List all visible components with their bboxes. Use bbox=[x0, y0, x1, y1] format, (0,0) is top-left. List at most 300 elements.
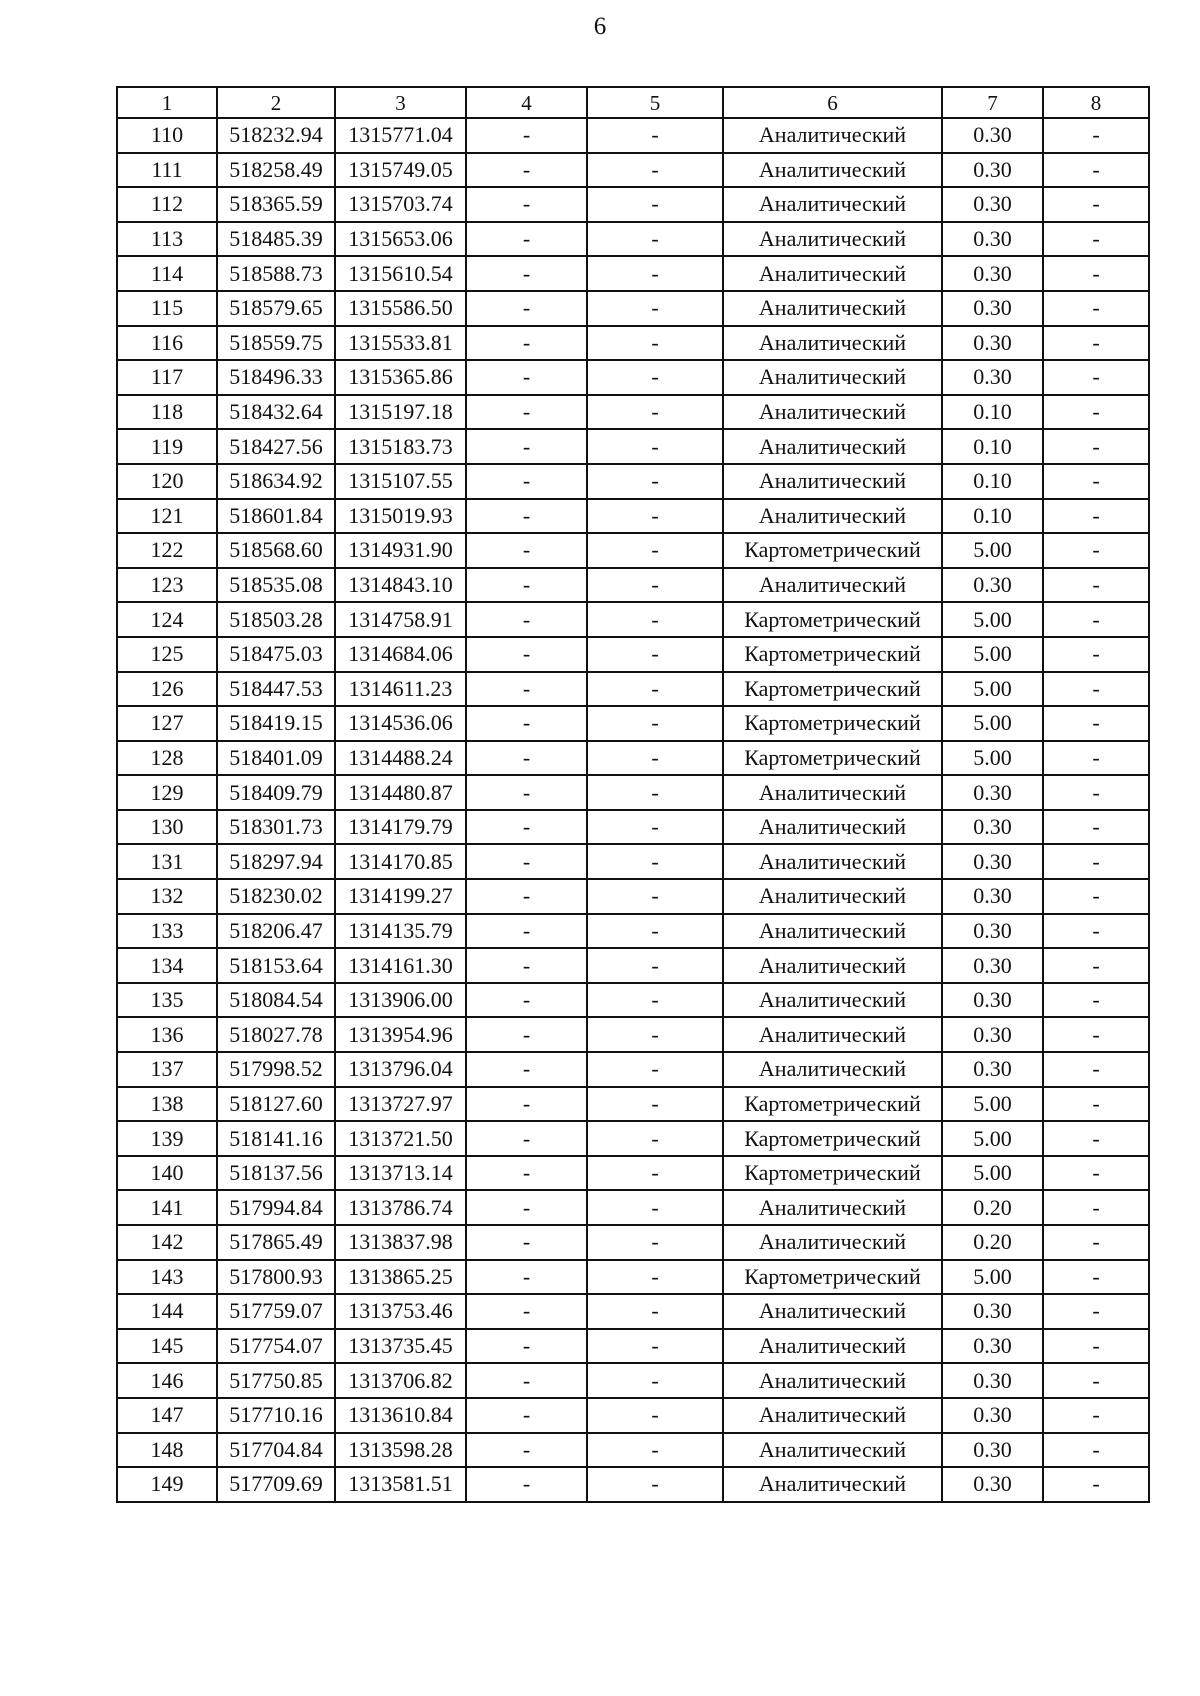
table-row bbox=[117, 879, 1149, 914]
y-coordinate-cell: 1313598.28 bbox=[335, 1433, 466, 1468]
method-cell: Аналитический bbox=[723, 1225, 942, 1260]
method-cell: Аналитический bbox=[723, 153, 942, 188]
table-row bbox=[117, 1087, 1149, 1122]
accuracy-cell: 0.20 bbox=[942, 1225, 1043, 1260]
method-cell: Аналитический bbox=[723, 844, 942, 879]
column-4-cell: - bbox=[466, 672, 587, 707]
method-cell: Аналитический bbox=[723, 499, 942, 534]
column-4-cell: - bbox=[466, 810, 587, 845]
table-row bbox=[117, 464, 1149, 499]
method-cell: Аналитический bbox=[723, 360, 942, 395]
method-cell: Аналитический bbox=[723, 1190, 942, 1225]
column-5-cell: - bbox=[587, 810, 723, 845]
x-coordinate-cell: 517750.85 bbox=[217, 1363, 335, 1398]
table-row bbox=[117, 533, 1149, 568]
column-5-cell: - bbox=[587, 1087, 723, 1122]
column-5-cell: - bbox=[587, 395, 723, 430]
accuracy-cell: 0.30 bbox=[942, 775, 1043, 810]
y-coordinate-cell: 1314161.30 bbox=[335, 948, 466, 983]
point-number-cell: 139 bbox=[117, 1121, 217, 1156]
column-8-cell: - bbox=[1043, 1467, 1149, 1502]
accuracy-cell: 0.30 bbox=[942, 914, 1043, 949]
y-coordinate-cell: 1313753.46 bbox=[335, 1294, 466, 1329]
y-coordinate-cell: 1314135.79 bbox=[335, 914, 466, 949]
accuracy-cell: 0.30 bbox=[942, 1467, 1043, 1502]
accuracy-cell: 0.30 bbox=[942, 153, 1043, 188]
y-coordinate-cell: 1314536.06 bbox=[335, 706, 466, 741]
accuracy-cell: 0.30 bbox=[942, 1363, 1043, 1398]
column-5-cell: - bbox=[587, 464, 723, 499]
column-4-cell: - bbox=[466, 1329, 587, 1364]
x-coordinate-cell: 518559.75 bbox=[217, 326, 335, 361]
accuracy-cell: 0.30 bbox=[942, 568, 1043, 603]
accuracy-cell: 0.30 bbox=[942, 810, 1043, 845]
y-coordinate-cell: 1314179.79 bbox=[335, 810, 466, 845]
column-4-cell: - bbox=[466, 187, 587, 222]
column-5-cell: - bbox=[587, 1294, 723, 1329]
method-cell: Картометрический bbox=[723, 1087, 942, 1122]
column-4-cell: - bbox=[466, 118, 587, 153]
y-coordinate-cell: 1313796.04 bbox=[335, 1052, 466, 1087]
column-4-cell: - bbox=[466, 637, 587, 672]
column-4-cell: - bbox=[466, 1156, 587, 1191]
point-number-cell: 145 bbox=[117, 1329, 217, 1364]
y-coordinate-cell: 1313727.97 bbox=[335, 1087, 466, 1122]
x-coordinate-cell: 518084.54 bbox=[217, 983, 335, 1018]
column-header: 1 bbox=[117, 87, 217, 118]
point-number-cell: 135 bbox=[117, 983, 217, 1018]
column-8-cell: - bbox=[1043, 637, 1149, 672]
column-8-cell: - bbox=[1043, 706, 1149, 741]
table-row bbox=[117, 222, 1149, 257]
x-coordinate-cell: 518588.73 bbox=[217, 256, 335, 291]
table-row bbox=[117, 1225, 1149, 1260]
x-coordinate-cell: 518419.15 bbox=[217, 706, 335, 741]
column-4-cell: - bbox=[466, 326, 587, 361]
y-coordinate-cell: 1313865.25 bbox=[335, 1260, 466, 1295]
y-coordinate-cell: 1315771.04 bbox=[335, 118, 466, 153]
column-5-cell: - bbox=[587, 741, 723, 776]
accuracy-cell: 0.30 bbox=[942, 1294, 1043, 1329]
accuracy-cell: 0.30 bbox=[942, 187, 1043, 222]
method-cell: Аналитический bbox=[723, 187, 942, 222]
column-8-cell: - bbox=[1043, 775, 1149, 810]
point-number-cell: 143 bbox=[117, 1260, 217, 1295]
point-number-cell: 110 bbox=[117, 118, 217, 153]
y-coordinate-cell: 1314480.87 bbox=[335, 775, 466, 810]
point-number-cell: 133 bbox=[117, 914, 217, 949]
table-row bbox=[117, 775, 1149, 810]
table-row bbox=[117, 602, 1149, 637]
x-coordinate-cell: 517994.84 bbox=[217, 1190, 335, 1225]
method-cell: Картометрический bbox=[723, 672, 942, 707]
x-coordinate-cell: 518153.64 bbox=[217, 948, 335, 983]
y-coordinate-cell: 1315653.06 bbox=[335, 222, 466, 257]
y-coordinate-cell: 1313837.98 bbox=[335, 1225, 466, 1260]
point-number-cell: 115 bbox=[117, 291, 217, 326]
point-number-cell: 117 bbox=[117, 360, 217, 395]
method-cell: Аналитический bbox=[723, 291, 942, 326]
point-number-cell: 137 bbox=[117, 1052, 217, 1087]
method-cell: Аналитический bbox=[723, 948, 942, 983]
x-coordinate-cell: 518141.16 bbox=[217, 1121, 335, 1156]
column-5-cell: - bbox=[587, 499, 723, 534]
column-8-cell: - bbox=[1043, 1363, 1149, 1398]
column-8-cell: - bbox=[1043, 118, 1149, 153]
column-4-cell: - bbox=[466, 533, 587, 568]
accuracy-cell: 0.10 bbox=[942, 395, 1043, 430]
method-cell: Аналитический bbox=[723, 879, 942, 914]
page-number: 6 bbox=[593, 13, 607, 40]
column-header: 5 bbox=[587, 87, 723, 118]
y-coordinate-cell: 1314931.90 bbox=[335, 533, 466, 568]
table-row bbox=[117, 118, 1149, 153]
column-header: 3 bbox=[335, 87, 466, 118]
x-coordinate-cell: 518503.28 bbox=[217, 602, 335, 637]
point-number-cell: 114 bbox=[117, 256, 217, 291]
table-row bbox=[117, 1398, 1149, 1433]
accuracy-cell: 0.30 bbox=[942, 1398, 1043, 1433]
x-coordinate-cell: 518027.78 bbox=[217, 1017, 335, 1052]
accuracy-cell: 0.30 bbox=[942, 360, 1043, 395]
accuracy-cell: 0.30 bbox=[942, 118, 1043, 153]
point-number-cell: 130 bbox=[117, 810, 217, 845]
method-cell: Аналитический bbox=[723, 810, 942, 845]
accuracy-cell: 0.30 bbox=[942, 1017, 1043, 1052]
y-coordinate-cell: 1314758.91 bbox=[335, 602, 466, 637]
column-5-cell: - bbox=[587, 118, 723, 153]
table-row bbox=[117, 706, 1149, 741]
column-5-cell: - bbox=[587, 153, 723, 188]
table-row bbox=[117, 672, 1149, 707]
column-5-cell: - bbox=[587, 983, 723, 1018]
column-8-cell: - bbox=[1043, 1121, 1149, 1156]
point-number-cell: 119 bbox=[117, 429, 217, 464]
y-coordinate-cell: 1313954.96 bbox=[335, 1017, 466, 1052]
accuracy-cell: 0.30 bbox=[942, 256, 1043, 291]
column-4-cell: - bbox=[466, 983, 587, 1018]
y-coordinate-cell: 1313786.74 bbox=[335, 1190, 466, 1225]
column-5-cell: - bbox=[587, 672, 723, 707]
column-5-cell: - bbox=[587, 948, 723, 983]
column-4-cell: - bbox=[466, 914, 587, 949]
column-5-cell: - bbox=[587, 1398, 723, 1433]
point-number-cell: 136 bbox=[117, 1017, 217, 1052]
column-8-cell: - bbox=[1043, 187, 1149, 222]
column-5-cell: - bbox=[587, 291, 723, 326]
column-4-cell: - bbox=[466, 568, 587, 603]
y-coordinate-cell: 1315749.05 bbox=[335, 153, 466, 188]
column-8-cell: - bbox=[1043, 602, 1149, 637]
column-8-cell: - bbox=[1043, 395, 1149, 430]
column-8-cell: - bbox=[1043, 256, 1149, 291]
column-header: 6 bbox=[723, 87, 942, 118]
x-coordinate-cell: 518447.53 bbox=[217, 672, 335, 707]
column-8-cell: - bbox=[1043, 1260, 1149, 1295]
point-number-cell: 138 bbox=[117, 1087, 217, 1122]
point-number-cell: 129 bbox=[117, 775, 217, 810]
point-number-cell: 131 bbox=[117, 844, 217, 879]
accuracy-cell: 0.30 bbox=[942, 983, 1043, 1018]
column-5-cell: - bbox=[587, 1190, 723, 1225]
accuracy-cell: 0.10 bbox=[942, 499, 1043, 534]
x-coordinate-cell: 517709.69 bbox=[217, 1467, 335, 1502]
y-coordinate-cell: 1314170.85 bbox=[335, 844, 466, 879]
column-4-cell: - bbox=[466, 775, 587, 810]
method-cell: Аналитический bbox=[723, 1294, 942, 1329]
column-5-cell: - bbox=[587, 1225, 723, 1260]
column-5-cell: - bbox=[587, 326, 723, 361]
accuracy-cell: 5.00 bbox=[942, 1156, 1043, 1191]
table-row bbox=[117, 983, 1149, 1018]
point-number-cell: 132 bbox=[117, 879, 217, 914]
column-8-cell: - bbox=[1043, 291, 1149, 326]
accuracy-cell: 0.10 bbox=[942, 429, 1043, 464]
table-row bbox=[117, 741, 1149, 776]
column-5-cell: - bbox=[587, 1260, 723, 1295]
point-number-cell: 118 bbox=[117, 395, 217, 430]
y-coordinate-cell: 1313610.84 bbox=[335, 1398, 466, 1433]
column-4-cell: - bbox=[466, 222, 587, 257]
x-coordinate-cell: 518579.65 bbox=[217, 291, 335, 326]
table-row bbox=[117, 256, 1149, 291]
column-4-cell: - bbox=[466, 1294, 587, 1329]
x-coordinate-cell: 518568.60 bbox=[217, 533, 335, 568]
column-4-cell: - bbox=[466, 291, 587, 326]
point-number-cell: 147 bbox=[117, 1398, 217, 1433]
accuracy-cell: 5.00 bbox=[942, 1260, 1043, 1295]
y-coordinate-cell: 1313706.82 bbox=[335, 1363, 466, 1398]
column-8-cell: - bbox=[1043, 948, 1149, 983]
column-8-cell: - bbox=[1043, 568, 1149, 603]
method-cell: Аналитический bbox=[723, 1467, 942, 1502]
table-row bbox=[117, 153, 1149, 188]
column-5-cell: - bbox=[587, 914, 723, 949]
column-4-cell: - bbox=[466, 602, 587, 637]
y-coordinate-cell: 1315183.73 bbox=[335, 429, 466, 464]
method-cell: Картометрический bbox=[723, 741, 942, 776]
column-8-cell: - bbox=[1043, 1087, 1149, 1122]
y-coordinate-cell: 1315019.93 bbox=[335, 499, 466, 534]
x-coordinate-cell: 517754.07 bbox=[217, 1329, 335, 1364]
column-5-cell: - bbox=[587, 1467, 723, 1502]
method-cell: Аналитический bbox=[723, 326, 942, 361]
column-8-cell: - bbox=[1043, 844, 1149, 879]
point-number-cell: 127 bbox=[117, 706, 217, 741]
method-cell: Аналитический bbox=[723, 118, 942, 153]
method-cell: Аналитический bbox=[723, 429, 942, 464]
column-5-cell: - bbox=[587, 1121, 723, 1156]
table-row bbox=[117, 948, 1149, 983]
table-row bbox=[117, 326, 1149, 361]
column-4-cell: - bbox=[466, 844, 587, 879]
point-number-cell: 122 bbox=[117, 533, 217, 568]
y-coordinate-cell: 1315703.74 bbox=[335, 187, 466, 222]
accuracy-cell: 5.00 bbox=[942, 672, 1043, 707]
accuracy-cell: 0.30 bbox=[942, 948, 1043, 983]
method-cell: Аналитический bbox=[723, 914, 942, 949]
table-row bbox=[117, 1017, 1149, 1052]
method-cell: Аналитический bbox=[723, 568, 942, 603]
column-5-cell: - bbox=[587, 1017, 723, 1052]
column-5-cell: - bbox=[587, 637, 723, 672]
x-coordinate-cell: 518301.73 bbox=[217, 810, 335, 845]
column-8-cell: - bbox=[1043, 153, 1149, 188]
column-8-cell: - bbox=[1043, 464, 1149, 499]
table-row bbox=[117, 429, 1149, 464]
method-cell: Картометрический bbox=[723, 533, 942, 568]
column-4-cell: - bbox=[466, 1467, 587, 1502]
column-5-cell: - bbox=[587, 602, 723, 637]
column-5-cell: - bbox=[587, 187, 723, 222]
column-5-cell: - bbox=[587, 429, 723, 464]
accuracy-cell: 5.00 bbox=[942, 1087, 1043, 1122]
accuracy-cell: 0.30 bbox=[942, 1052, 1043, 1087]
accuracy-cell: 0.30 bbox=[942, 326, 1043, 361]
point-number-cell: 140 bbox=[117, 1156, 217, 1191]
y-coordinate-cell: 1314488.24 bbox=[335, 741, 466, 776]
x-coordinate-cell: 517865.49 bbox=[217, 1225, 335, 1260]
table-row bbox=[117, 1260, 1149, 1295]
column-8-cell: - bbox=[1043, 1398, 1149, 1433]
column-8-cell: - bbox=[1043, 499, 1149, 534]
y-coordinate-cell: 1315107.55 bbox=[335, 464, 466, 499]
y-coordinate-cell: 1313906.00 bbox=[335, 983, 466, 1018]
table-row bbox=[117, 291, 1149, 326]
table-row bbox=[117, 1294, 1149, 1329]
x-coordinate-cell: 518206.47 bbox=[217, 914, 335, 949]
column-4-cell: - bbox=[466, 1087, 587, 1122]
table-row bbox=[117, 1190, 1149, 1225]
column-4-cell: - bbox=[466, 879, 587, 914]
point-number-cell: 141 bbox=[117, 1190, 217, 1225]
y-coordinate-cell: 1314684.06 bbox=[335, 637, 466, 672]
point-number-cell: 146 bbox=[117, 1363, 217, 1398]
column-8-cell: - bbox=[1043, 810, 1149, 845]
column-8-cell: - bbox=[1043, 1190, 1149, 1225]
column-header: 2 bbox=[217, 87, 335, 118]
column-4-cell: - bbox=[466, 1260, 587, 1295]
x-coordinate-cell: 518432.64 bbox=[217, 395, 335, 430]
method-cell: Аналитический bbox=[723, 464, 942, 499]
method-cell: Аналитический bbox=[723, 1398, 942, 1433]
point-number-cell: 112 bbox=[117, 187, 217, 222]
x-coordinate-cell: 518230.02 bbox=[217, 879, 335, 914]
table-row bbox=[117, 1467, 1149, 1502]
method-cell: Аналитический bbox=[723, 775, 942, 810]
column-8-cell: - bbox=[1043, 672, 1149, 707]
method-cell: Картометрический bbox=[723, 706, 942, 741]
table-row bbox=[117, 1329, 1149, 1364]
table-row bbox=[117, 1363, 1149, 1398]
table-body bbox=[117, 118, 1149, 1502]
table-row bbox=[117, 395, 1149, 430]
point-number-cell: 149 bbox=[117, 1467, 217, 1502]
column-4-cell: - bbox=[466, 256, 587, 291]
point-number-cell: 121 bbox=[117, 499, 217, 534]
column-8-cell: - bbox=[1043, 1052, 1149, 1087]
column-header: 8 bbox=[1043, 87, 1149, 118]
table-row bbox=[117, 499, 1149, 534]
x-coordinate-cell: 518496.33 bbox=[217, 360, 335, 395]
column-5-cell: - bbox=[587, 1052, 723, 1087]
y-coordinate-cell: 1313581.51 bbox=[335, 1467, 466, 1502]
point-number-cell: 116 bbox=[117, 326, 217, 361]
method-cell: Аналитический bbox=[723, 1433, 942, 1468]
column-8-cell: - bbox=[1043, 360, 1149, 395]
table-row bbox=[117, 360, 1149, 395]
x-coordinate-cell: 518127.60 bbox=[217, 1087, 335, 1122]
column-5-cell: - bbox=[587, 360, 723, 395]
x-coordinate-cell: 518427.56 bbox=[217, 429, 335, 464]
column-header: 4 bbox=[466, 87, 587, 118]
column-5-cell: - bbox=[587, 1433, 723, 1468]
table-header-row bbox=[117, 87, 1149, 118]
method-cell: Аналитический bbox=[723, 1017, 942, 1052]
column-8-cell: - bbox=[1043, 1294, 1149, 1329]
table-row bbox=[117, 914, 1149, 949]
y-coordinate-cell: 1314611.23 bbox=[335, 672, 466, 707]
column-5-cell: - bbox=[587, 256, 723, 291]
method-cell: Картометрический bbox=[723, 1260, 942, 1295]
method-cell: Аналитический bbox=[723, 395, 942, 430]
column-5-cell: - bbox=[587, 568, 723, 603]
x-coordinate-cell: 518232.94 bbox=[217, 118, 335, 153]
column-4-cell: - bbox=[466, 395, 587, 430]
column-4-cell: - bbox=[466, 741, 587, 776]
column-8-cell: - bbox=[1043, 741, 1149, 776]
x-coordinate-cell: 517759.07 bbox=[217, 1294, 335, 1329]
column-8-cell: - bbox=[1043, 983, 1149, 1018]
column-header: 7 bbox=[942, 87, 1043, 118]
point-number-cell: 125 bbox=[117, 637, 217, 672]
method-cell: Картометрический bbox=[723, 637, 942, 672]
y-coordinate-cell: 1315533.81 bbox=[335, 326, 466, 361]
method-cell: Аналитический bbox=[723, 1363, 942, 1398]
x-coordinate-cell: 518409.79 bbox=[217, 775, 335, 810]
point-number-cell: 126 bbox=[117, 672, 217, 707]
x-coordinate-cell: 518601.84 bbox=[217, 499, 335, 534]
column-4-cell: - bbox=[466, 1121, 587, 1156]
table-row bbox=[117, 1156, 1149, 1191]
table-row bbox=[117, 810, 1149, 845]
method-cell: Аналитический bbox=[723, 1329, 942, 1364]
point-number-cell: 124 bbox=[117, 602, 217, 637]
column-4-cell: - bbox=[466, 1017, 587, 1052]
column-5-cell: - bbox=[587, 1156, 723, 1191]
column-4-cell: - bbox=[466, 1433, 587, 1468]
point-number-cell: 144 bbox=[117, 1294, 217, 1329]
x-coordinate-cell: 518634.92 bbox=[217, 464, 335, 499]
column-5-cell: - bbox=[587, 222, 723, 257]
y-coordinate-cell: 1313735.45 bbox=[335, 1329, 466, 1364]
table-row bbox=[117, 1121, 1149, 1156]
column-4-cell: - bbox=[466, 1225, 587, 1260]
column-8-cell: - bbox=[1043, 533, 1149, 568]
x-coordinate-cell: 518475.03 bbox=[217, 637, 335, 672]
method-cell: Аналитический bbox=[723, 1052, 942, 1087]
column-5-cell: - bbox=[587, 1329, 723, 1364]
y-coordinate-cell: 1315365.86 bbox=[335, 360, 466, 395]
accuracy-cell: 0.30 bbox=[942, 879, 1043, 914]
table-row bbox=[117, 1433, 1149, 1468]
y-coordinate-cell: 1314199.27 bbox=[335, 879, 466, 914]
accuracy-cell: 5.00 bbox=[942, 706, 1043, 741]
column-5-cell: - bbox=[587, 879, 723, 914]
x-coordinate-cell: 518137.56 bbox=[217, 1156, 335, 1191]
y-coordinate-cell: 1315197.18 bbox=[335, 395, 466, 430]
point-number-cell: 148 bbox=[117, 1433, 217, 1468]
